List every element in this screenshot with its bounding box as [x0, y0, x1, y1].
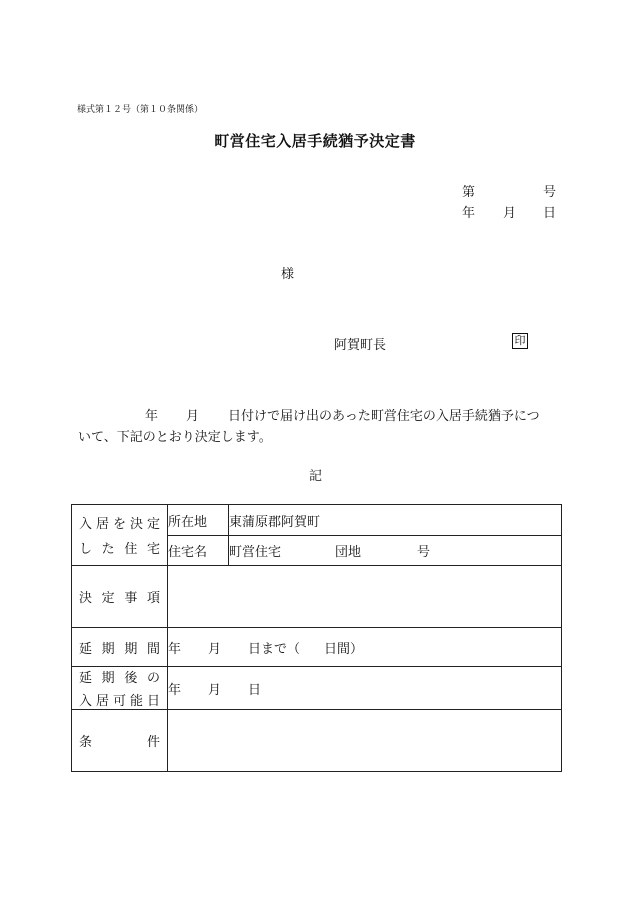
decision-label-cell: 決 定 事 項 [72, 566, 168, 628]
extension-period-value: 年 月 日まで（ 日間） [168, 628, 562, 667]
after-extension-value: 年 月 日 [168, 667, 562, 710]
body-month: 月 [186, 409, 200, 424]
number-prefix: 第 [462, 185, 476, 200]
after-extension-label-cell: 延 期 後 の 入 居 可 能 日 [72, 667, 168, 710]
decision-table [71, 504, 562, 772]
document-title: 町営住宅入居手続猶予決定書 [214, 132, 416, 150]
date-day: 日 [543, 206, 557, 221]
date-year: 年 [462, 206, 476, 221]
addressee-suffix: 様 [281, 267, 295, 282]
location-label: 所在地 [168, 505, 229, 536]
date-month: 月 [503, 206, 517, 221]
body-line2: いて、下記のとおり決定します。 [78, 430, 272, 445]
location-value: 東蒲原郡阿賀町 [229, 505, 562, 536]
conditions-label-cell: 条 件 [72, 710, 168, 772]
conditions-value-cell [168, 710, 562, 772]
ki-heading: 記 [309, 469, 323, 484]
extension-period-label-cell: 延 期 期 間 [72, 628, 168, 667]
body-line1: 日付けで届け出のあった町営住宅の入居手続猶予につ [228, 409, 540, 424]
housing-name-label: 住宅名 [168, 536, 229, 566]
form-number: 様式第１２号（第１０条関係） [77, 105, 204, 115]
body-year: 年 [145, 409, 159, 424]
seal-mark: 印 [512, 333, 528, 349]
number-suffix: 号 [543, 185, 557, 200]
decided-housing-label-cell: 入 居 を 決 定 し た 住 宅 [72, 505, 168, 566]
issuer-title: 阿賀町長 [334, 338, 387, 353]
housing-name-value: 町営住宅 団地 号 [229, 536, 562, 566]
decision-value-cell [168, 566, 562, 628]
